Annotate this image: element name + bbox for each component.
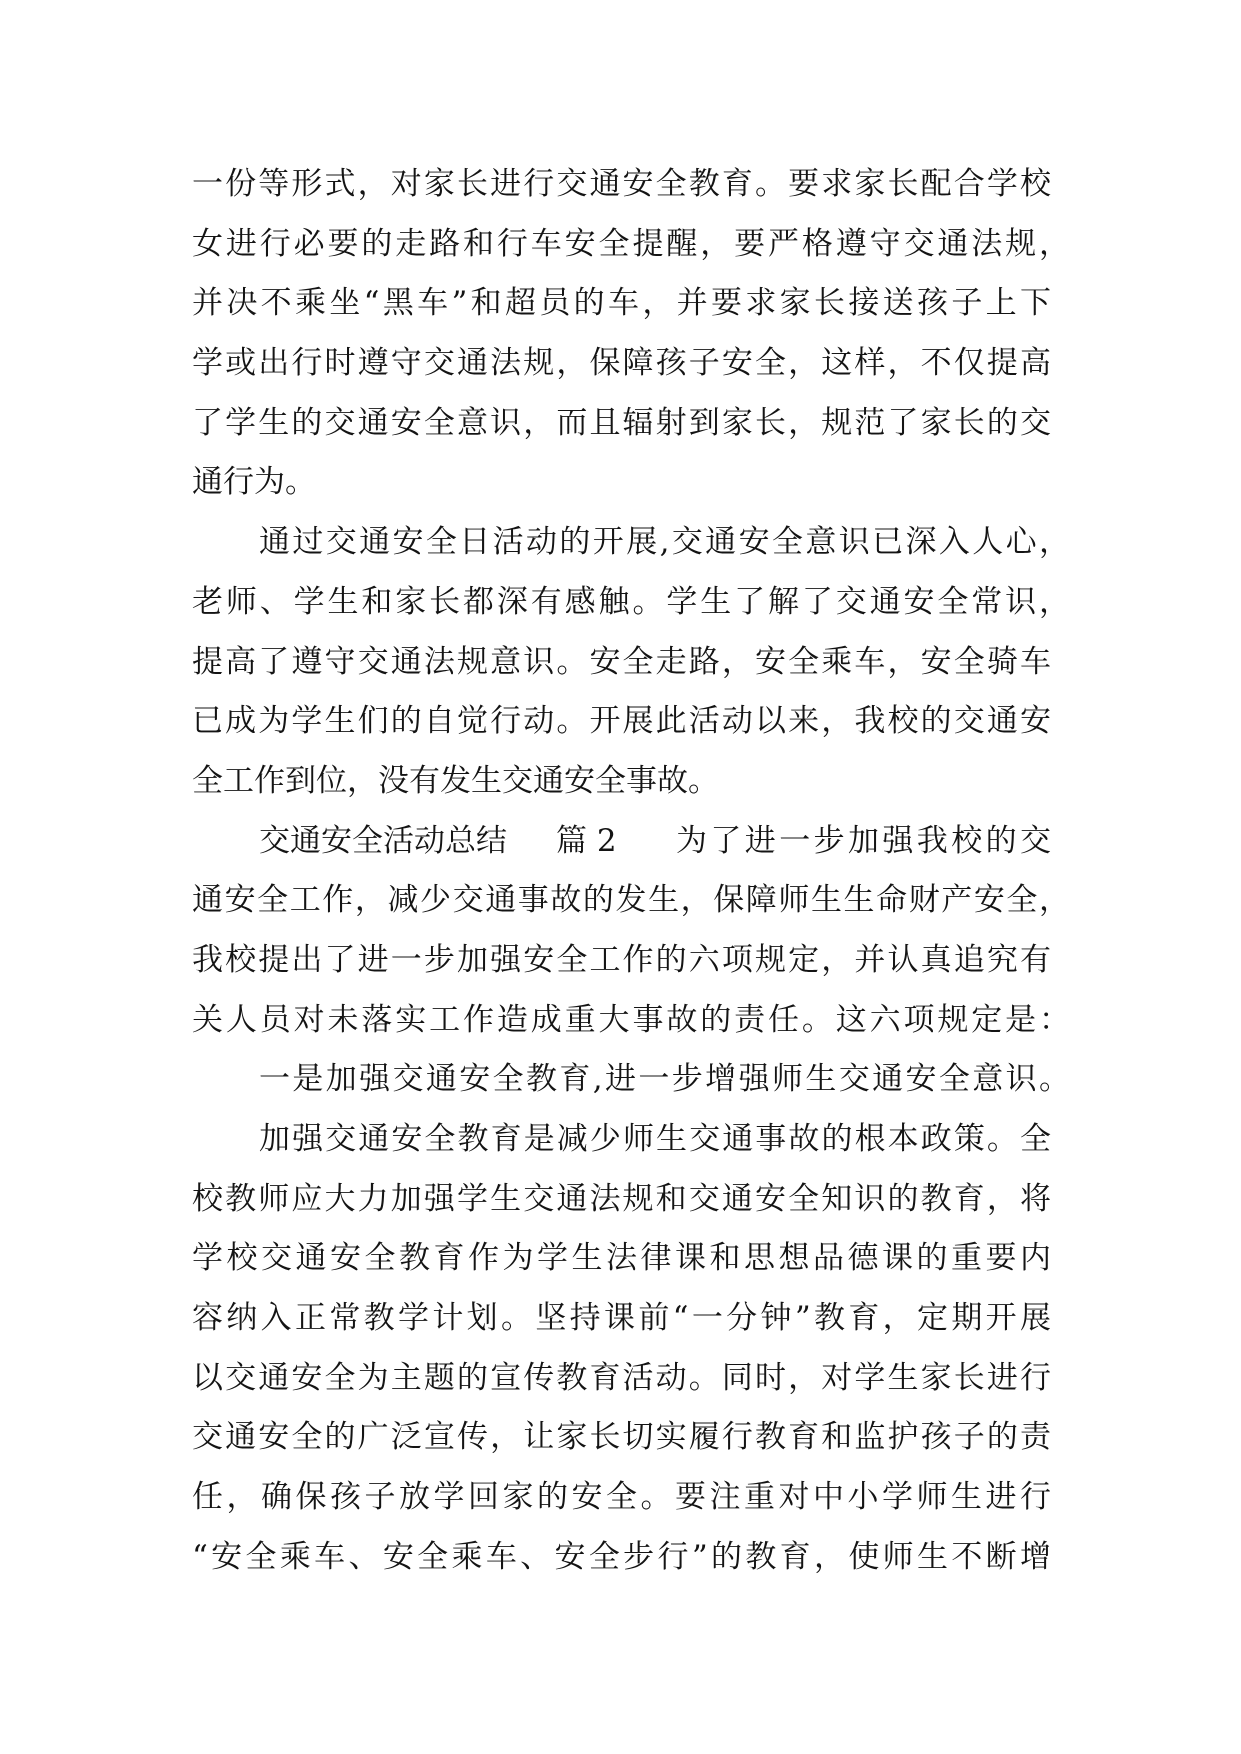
text-line: 并决不乘坐“黑车”和超员的车，并要求家长接送孩子上下 (192, 285, 1051, 322)
text-line: 加强交通安全教育是减少师生交通事故的根本政策。全 (259, 1121, 1051, 1157)
text-line: 通过交通安全日活动的开展,交通安全意识已深入人心， (259, 524, 1070, 561)
section-title: 交通安全活动总结 (259, 822, 507, 859)
text-line: 已成为学生们的自觉行动。开展此活动以来，我校的交通安 (192, 703, 1051, 740)
text-line: 校教师应大力加强学生交通法规和交通安全知识的教育，将 (192, 1180, 1051, 1217)
text-line: 学或出行时遵守交通法规，保障孩子安全，这样，不仅提高 (192, 345, 1051, 382)
text-line: 学校交通安全教育作为学生法律课和思想品德课的重要内 (192, 1240, 1051, 1277)
text-line: 为了进一步加强我校的交 (676, 822, 1051, 859)
section-2 (192, 812, 1070, 1051)
text-line: 提高了遵守交通法规意识。安全走路，安全乘车，安全骑车 (192, 643, 1051, 680)
rule-1-body (192, 1110, 1070, 1588)
text-line: 了学生的交通安全意识，而且辐射到家长，规范了家长的交 (192, 404, 1051, 441)
text-line: 任，确保孩子放学回家的安全。要注重对中小学师生进行 (192, 1479, 1051, 1516)
section-number: 篇 2 (556, 822, 617, 859)
section-heading-line (192, 812, 1070, 872)
text-line: 我校提出了进一步加强安全工作的六项规定，并认真追究有 (192, 941, 1051, 978)
text-line: 以交通安全为主题的宣传教育活动。同时，对学生家长进行 (192, 1359, 1051, 1396)
text-line: 女进行必要的走路和行车安全提醒，要严格遵守交通法规， (192, 225, 1070, 262)
paragraph-continuation (192, 155, 1070, 513)
text-line: 一是加强交通安全教育,进一步增强师生交通安全意识。 (259, 1061, 1070, 1098)
text-line: 老师、学生和家长都深有感触。学生了解了交通安全常识， (192, 583, 1070, 620)
body-text (192, 155, 1070, 1588)
rule-1-heading (192, 1050, 1070, 1110)
text-line: 容纳入正常教学计划。坚持课前“一分钟”教育，定期开展 (192, 1300, 1051, 1337)
text-line: 通行为。 (192, 464, 316, 501)
text-line: 关人员对未落实工作造成重大事故的责任。这六项规定是： (192, 1001, 1070, 1038)
paragraph-summary (192, 513, 1070, 811)
text-line: 全工作到位，没有发生交通安全事故。 (192, 762, 719, 799)
text-line: 一份等形式，对家长进行交通安全教育。要求家长配合学校 (192, 166, 1051, 202)
text-line: “安全乘车、安全乘车、安全步行”的教育，使师生不断增 (192, 1538, 1051, 1575)
text-line: 交通安全的广泛宣传，让家长切实履行教育和监护孩子的责 (192, 1419, 1051, 1456)
text-line: 通安全工作，减少交通事故的发生，保障师生生命财产安全， (192, 882, 1070, 919)
